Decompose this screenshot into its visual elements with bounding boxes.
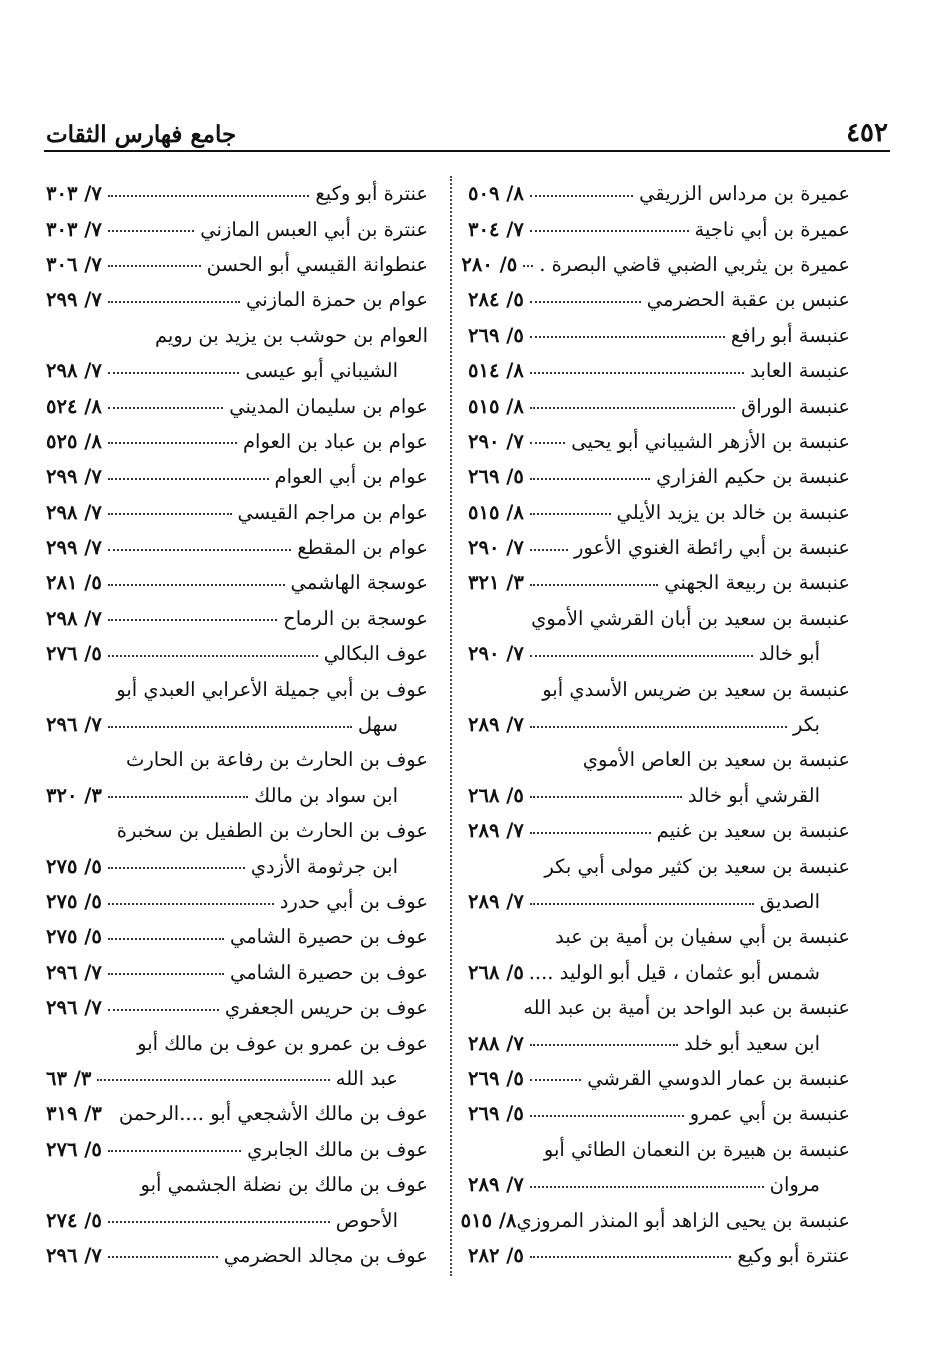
volume-page-ref: ٧/ ٢٨٩ (468, 1173, 524, 1197)
entry-name: عنبسة بن سعيد بن غنيم (656, 819, 850, 843)
dot-leader (530, 1079, 581, 1081)
dot-leader (108, 442, 237, 444)
volume-page-ref: ٧/ ٣٠٦ (46, 252, 102, 276)
volume-page-ref: ٧/ ٢٩٩ (46, 465, 102, 489)
index-entry (468, 1238, 850, 1273)
entry-name: عوف بن الحارث بن رفاعة بن الحارث (125, 748, 428, 772)
entry-name: عوف بن أبي حدرد (279, 890, 428, 913)
index-entry (46, 601, 428, 636)
index-entry (46, 459, 428, 494)
volume-page-ref: ٧/ ٢٩٦ (46, 1243, 102, 1267)
index-entry (468, 919, 850, 954)
dot-leader (530, 796, 682, 798)
index-column-left (46, 176, 428, 1273)
dot-leader (530, 513, 611, 515)
volume-page-ref: ٥/ ٢٧٤ (46, 1208, 102, 1232)
entry-name: عنبسة أبو رافع (730, 323, 850, 347)
volume-page-ref: ٥/ ٢٧٥ (46, 854, 102, 878)
entry-name: عوف بن مجالد الحضرمي (223, 1243, 428, 1267)
index-entry (468, 388, 850, 423)
volume-page-ref: ٧/ ٣٠٤ (468, 217, 524, 241)
entry-name: العوام بن حوشب بن يزيد بن رويم (154, 323, 428, 347)
dot-leader (530, 903, 754, 905)
index-entry (468, 565, 850, 600)
volume-page-ref: ٥/ ٢٨٤ (468, 288, 524, 312)
index-entry (46, 247, 428, 282)
header-rule (44, 150, 890, 152)
index-entry (46, 707, 428, 742)
entry-name: بكر (793, 713, 820, 737)
dot-leader (108, 513, 232, 515)
volume-page-ref: ٥/ ٢٧٦ (46, 1137, 102, 1161)
dot-leader (108, 195, 310, 197)
index-entry (46, 353, 428, 388)
entry-name: عنبسة بن سعيد بن ضريس الأسدي أبو (542, 677, 850, 701)
index-entry (46, 955, 428, 990)
dot-leader (530, 726, 787, 728)
dot-leader (108, 867, 245, 869)
volume-page-ref: ٨/ ٥١٥ (468, 500, 524, 524)
entry-name: الأحوص (335, 1208, 398, 1232)
volume-page-ref: ٧/ ٢٩٦ (46, 713, 102, 737)
dot-leader (108, 973, 224, 975)
index-entry (468, 636, 850, 671)
entry-name: عبد الله (335, 1066, 398, 1090)
entry-name: عوام بن عباد بن العوام (242, 429, 428, 453)
entry-name: عنطوانة القيسي أبو الحسن (206, 252, 428, 276)
entry-name: عوام بن أبي العوام (274, 465, 428, 489)
dot-leader (108, 478, 269, 480)
index-entry (46, 565, 428, 600)
index-entry (468, 176, 850, 211)
index-entry (46, 318, 428, 353)
entry-name: عوف بن الحارث بن الطفيل بن سخبرة (116, 819, 428, 843)
index-entry (468, 778, 850, 813)
dot-leader (108, 1221, 330, 1223)
entry-name: ابن جرثومة الأزدي (250, 854, 398, 878)
dot-leader (108, 903, 274, 905)
entry-name: عنبسة بن أبي رائطة الغنوي الأعور (574, 536, 850, 560)
volume-page-ref: ٨/ ٥١٥ (460, 1208, 517, 1232)
index-entry (46, 282, 428, 317)
volume-page-ref: ٥/ ٢٦٨ (468, 960, 524, 984)
entry-name: عميرة بن يثربي الضبي قاضي البصرة . (539, 252, 850, 276)
dot-leader (108, 1256, 218, 1258)
index-entry (468, 601, 850, 636)
index-entry (468, 282, 850, 317)
index-entry (46, 778, 428, 813)
entry-name: عوام بن مراجم القيسي (237, 500, 428, 524)
volume-page-ref: ٥/ ٢٧٥ (46, 890, 102, 913)
entry-name: عنبسة بن هبيرة بن النعمان الطائي أبو (543, 1137, 850, 1161)
volume-page-ref: ٨/ ٥٠٩ (468, 182, 524, 206)
dot-leader (108, 301, 240, 303)
index-entry (468, 884, 850, 919)
index-entry (46, 1061, 428, 1096)
entry-name: عنبسة بن عمار الدوسي القرشي (587, 1066, 850, 1090)
dot-leader (108, 584, 285, 586)
index-entry (468, 1167, 850, 1202)
index-entry (46, 495, 428, 530)
dot-leader (530, 549, 568, 551)
entry-name: عنبسة بن أبي عمرو (689, 1102, 850, 1126)
dot-leader (97, 1079, 329, 1081)
entry-name: عوف بن مالك الجابري (247, 1137, 428, 1161)
entry-name: عوسجة الهاشمي (290, 571, 428, 595)
volume-page-ref: ٧/ ٢٩٨ (46, 359, 102, 383)
index-entry (468, 742, 850, 777)
entry-name: عنترة أبو وكيع (737, 1243, 850, 1267)
index-entry (468, 424, 850, 459)
index-entry (46, 848, 428, 883)
entry-name: عوسجة بن الرماح (283, 606, 428, 630)
volume-page-ref: ٥/ ٢٦٩ (468, 323, 524, 347)
entry-name: عوف بن مالك بن نضلة الجشمي أبو (140, 1173, 428, 1197)
index-entry (468, 530, 850, 565)
dot-leader (530, 1115, 684, 1117)
dot-leader (108, 265, 201, 267)
volume-page-ref: ٣/ ٣٢٠ (46, 783, 102, 807)
entry-name: عنبس بن عقبة الحضرمي (646, 288, 850, 312)
volume-page-ref: ٥/ ٢٦٩ (468, 1066, 524, 1090)
dot-leader (108, 1009, 219, 1011)
column-divider (450, 176, 452, 1276)
index-column-right (460, 176, 850, 1273)
volume-page-ref: ٧/ ٣٠٣ (46, 217, 102, 241)
dot-leader (108, 619, 277, 621)
index-entry (46, 742, 428, 777)
index-entry (46, 671, 428, 706)
index-entry (46, 636, 428, 671)
index-entry (46, 919, 428, 954)
dot-leader (108, 726, 352, 728)
dot-leader (108, 230, 194, 232)
volume-page-ref: ٧/ ٢٩٠ (468, 429, 524, 453)
volume-page-ref: ٣/ ٣١٩ (46, 1102, 102, 1126)
volume-page-ref: ٧/ ٢٩٠ (468, 642, 524, 666)
volume-page-ref: ٧/ ٢٩٩ (46, 536, 102, 560)
index-entry (468, 211, 850, 246)
dot-leader (530, 1256, 732, 1258)
index-entry (46, 1238, 428, 1273)
dot-leader (108, 372, 240, 374)
volume-page-ref: ٧/ ٢٩٩ (46, 288, 102, 312)
dot-leader (530, 195, 633, 197)
entry-name: عنبسة العابد (750, 359, 850, 383)
entry-name: عنبسة الوراق (741, 394, 850, 418)
index-entry (46, 813, 428, 848)
index-entry (46, 1167, 428, 1202)
volume-page-ref: ٨/ ٥١٤ (468, 359, 524, 383)
index-entry (468, 707, 850, 742)
entry-name: عنترة أبو وكيع (315, 182, 428, 206)
volume-page-ref: ٣/ ٣٢١ (468, 571, 524, 595)
entry-name: عوف بن عمرو بن عوف بن مالك أبو (137, 1031, 428, 1055)
entry-name: مروان (769, 1173, 820, 1197)
index-entry (468, 318, 850, 353)
dot-leader (530, 584, 658, 586)
index-entry (46, 530, 428, 565)
entry-name: عوام بن المقطع (297, 536, 428, 560)
entry-name: عوف بن حريس الجعفري (224, 996, 428, 1020)
entry-name: عنبسة بن سعيد بن أبان القرشي الأموي (531, 606, 850, 630)
entry-name: القرشي أبو خالد (687, 783, 820, 807)
page-number: ٤٥٢ (846, 118, 888, 148)
volume-page-ref: ٨/ ٥٢٤ (46, 394, 102, 418)
volume-page-ref: ٧/ ٢٨٩ (468, 819, 524, 843)
index-entry (468, 1132, 850, 1167)
entry-name: عوف بن حصيرة الشامي (229, 925, 428, 949)
index-entry (46, 176, 428, 211)
entry-name: عنبسة بن سعيد بن كثير مولى أبي بكر (544, 854, 850, 878)
dot-leader (108, 796, 248, 798)
volume-page-ref: ٣/ ٦٣ (46, 1066, 92, 1090)
dot-leader (108, 655, 318, 657)
dot-leader (530, 336, 725, 338)
entry-name: عنبسة بن حكيم الفزاري (656, 465, 850, 489)
volume-page-ref: ٥/ ٢٧٦ (46, 642, 102, 666)
index-entry (468, 1061, 850, 1096)
volume-page-ref: ٨/ ٥٢٥ (46, 429, 102, 453)
entry-name: عنترة بن أبي العبس المازني (200, 217, 428, 241)
dot-leader (530, 372, 744, 374)
index-entry (468, 1096, 850, 1131)
page-header (46, 104, 888, 148)
index-entry (46, 424, 428, 459)
running-title: جامع فهارس الثقات (46, 121, 237, 148)
index-entry (46, 1132, 428, 1167)
dot-leader (108, 938, 224, 940)
volume-page-ref: ٥/ ٢٨١ (46, 571, 102, 595)
entry-name: عنبسة بن أبي سفيان بن أمية بن عبد (555, 925, 850, 949)
entry-name: عميرة بن مرداس الزريقي (639, 182, 850, 206)
dot-leader (523, 265, 533, 267)
dot-leader (108, 549, 291, 551)
volume-page-ref: ٥/ ٢٧٥ (46, 925, 102, 949)
dot-leader (530, 1044, 678, 1046)
volume-page-ref: ٥/ ٢٦٨ (468, 783, 524, 807)
index-entry (46, 1025, 428, 1060)
dot-leader (530, 442, 565, 444)
index-entry (468, 495, 850, 530)
index-entry (468, 353, 850, 388)
entry-name: عنبسة بن الأزهر الشيباني أبو يحيى (571, 429, 850, 453)
volume-page-ref: ٧/ ٢٨٨ (468, 1031, 524, 1055)
index-entry (468, 848, 850, 883)
entry-name: عنبسة بن عبد الواحد بن أمية بن عبد الله (523, 996, 850, 1020)
entry-name: عوف بن مالك الأشجعي أبو ....الرحمن (118, 1102, 428, 1126)
dot-leader (530, 655, 753, 657)
entry-name: الشيباني أبو عيسى (245, 359, 398, 383)
volume-page-ref: ٧/ ٢٨٩ (468, 713, 524, 737)
entry-name: عنبسة بن ربيعة الجهني (664, 571, 850, 595)
dot-leader (530, 301, 641, 303)
index-entry (461, 247, 850, 282)
index-entry (468, 671, 850, 706)
entry-name: عوف بن حصيرة الشامي (229, 960, 428, 984)
dot-leader (530, 1186, 764, 1188)
index-entry (46, 990, 428, 1025)
entry-name: عنبسة بن يحيى الزاهد أبو المنذر المروزي (516, 1208, 850, 1232)
volume-page-ref: ٧/ ٣٠٣ (46, 182, 102, 206)
volume-page-ref: ٥/ ٢٦٩ (468, 465, 524, 489)
entry-name: شمس أبو عثمان ، قيل أبو الوليد .... (528, 960, 820, 984)
index-entry (460, 1202, 850, 1237)
dot-leader (530, 832, 651, 834)
dot-leader (530, 230, 689, 232)
index-entry (46, 1202, 428, 1237)
entry-name: عنبسة بن خالد بن يزيد الأيلي (616, 500, 850, 524)
index-entry (468, 459, 850, 494)
volume-page-ref: ٧/ ٢٨٩ (468, 890, 524, 913)
volume-page-ref: ٧/ ٢٩٠ (468, 536, 524, 560)
entry-name: عنبسة بن سعيد بن العاص الأموي (582, 748, 850, 772)
dot-leader (530, 407, 735, 409)
entry-name: الصديق (759, 890, 820, 913)
dot-leader (108, 407, 223, 409)
entry-name: عوام بن حمزة المازني (245, 288, 428, 312)
index-entry (46, 388, 428, 423)
volume-page-ref: ٨/ ٥١٥ (468, 394, 524, 418)
index-entry (46, 884, 428, 919)
entry-name: عوام بن سليمان المديني (229, 394, 428, 418)
index-entry (468, 813, 850, 848)
entry-name: ابن سواد بن مالك (254, 783, 398, 807)
entry-name: سهل (357, 713, 398, 737)
volume-page-ref: ٧/ ٢٩٨ (46, 500, 102, 524)
entry-name: أبو خالد (758, 642, 820, 666)
volume-page-ref: ٧/ ٢٩٦ (46, 960, 102, 984)
volume-page-ref: ٥/ ٢٨٠ (461, 252, 518, 276)
dot-leader (108, 1150, 241, 1152)
volume-page-ref: ٧/ ٢٩٦ (46, 996, 102, 1020)
dot-leader (530, 478, 650, 480)
index-entry (468, 990, 850, 1025)
volume-page-ref: ٥/ ٢٦٩ (468, 1102, 524, 1126)
entry-name: ابن سعيد أبو خلد (684, 1031, 820, 1055)
entry-name: عوف بن أبي جميلة الأعرابي العبدي أبو (116, 677, 428, 701)
index-entry (46, 1096, 428, 1131)
index-entry (46, 211, 428, 246)
index-entry (468, 1025, 850, 1060)
index-entry (468, 955, 850, 990)
volume-page-ref: ٧/ ٢٩٨ (46, 606, 102, 630)
entry-name: عوف البكالي (323, 642, 428, 666)
volume-page-ref: ٥/ ٢٨٢ (468, 1243, 524, 1267)
entry-name: عميرة بن أبي ناجية (694, 217, 850, 241)
